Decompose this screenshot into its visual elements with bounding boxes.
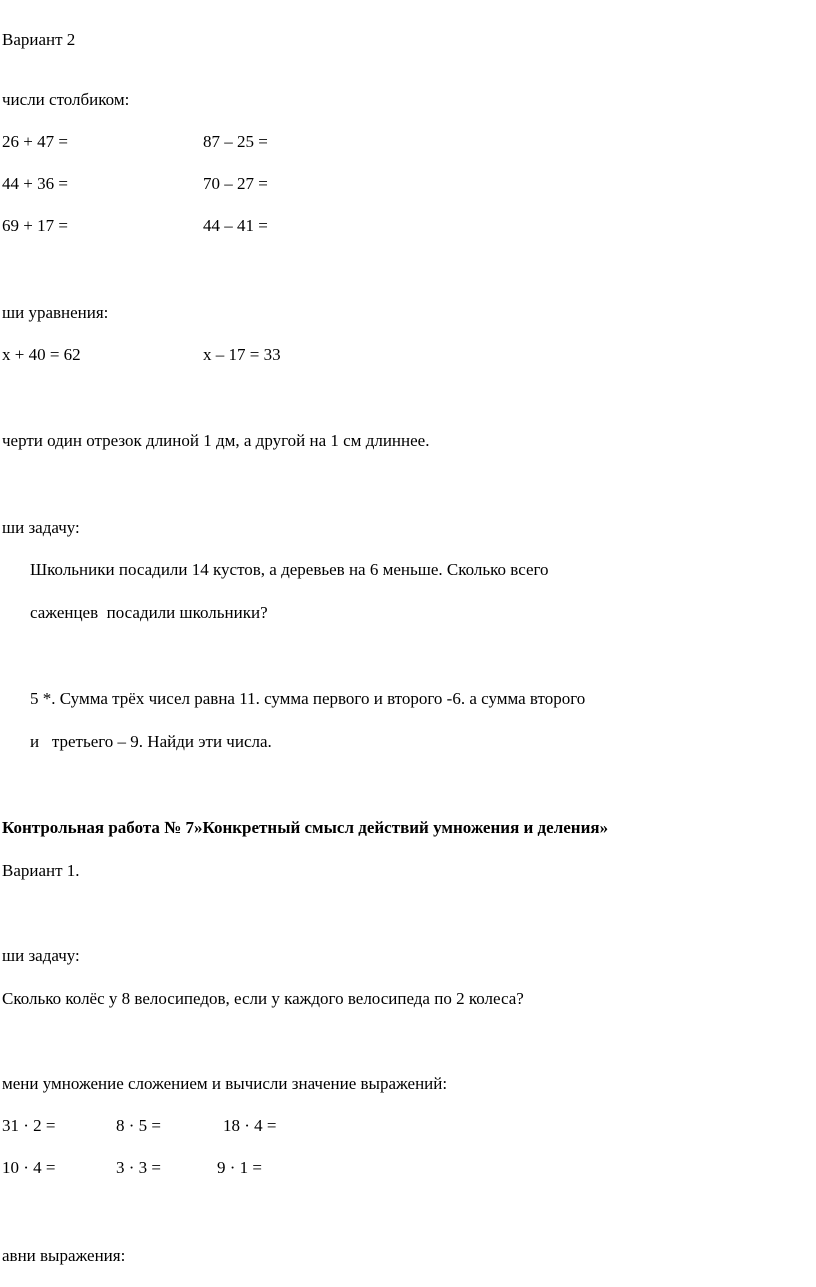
equation-right: x – 17 = 33 bbox=[203, 345, 281, 364]
task1-expr-right-1: 87 – 25 = bbox=[203, 132, 268, 151]
t7-expr-1-1: 31 · 2 = bbox=[2, 1116, 56, 1135]
t7-expr-1-3: 18 · 4 = bbox=[223, 1116, 277, 1135]
variant-1-title: Вариант 1. bbox=[2, 861, 80, 880]
t7-task1-heading: ши задачу: bbox=[2, 946, 80, 965]
task3-text: черти один отрезок длиной 1 дм, а другой на 1 см длиннее. bbox=[2, 431, 430, 450]
t7-task3-heading: авни выражения: bbox=[2, 1246, 126, 1265]
equation-left: x + 40 = 62 bbox=[2, 345, 81, 364]
task5-line-1: 5 *. Сумма трёх чисел равна 11. сумма первого и второго -6. а сумма второго bbox=[30, 689, 586, 708]
task1-heading: числи столбиком: bbox=[2, 90, 130, 109]
t7-expr-1-2: 8 · 5 = bbox=[116, 1116, 161, 1135]
task1-expr-right-2: 70 – 27 = bbox=[203, 174, 268, 193]
task1-expr-left-1: 26 + 47 = bbox=[2, 132, 68, 151]
task4-problem-line-2: саженцев посадили школьники? bbox=[30, 603, 268, 622]
task1-expr-left-2: 44 + 36 = bbox=[2, 174, 68, 193]
t7-expr-2-3: 9 · 1 = bbox=[217, 1158, 262, 1177]
task4-heading: ши задачу: bbox=[2, 518, 80, 537]
task4-problem-line-1: Школьники посадили 14 кустов, а деревьев на 6 меньше. Сколько всего bbox=[30, 560, 549, 579]
task1-expr-right-3: 44 – 41 = bbox=[203, 216, 268, 235]
task5-line-2: и третьего – 9. Найди эти числа. bbox=[30, 732, 272, 751]
t7-task2-heading: мени умножение сложением и вычисли значение выражений: bbox=[2, 1074, 448, 1093]
task1-expr-left-3: 69 + 17 = bbox=[2, 216, 68, 235]
t7-expr-2-2: 3 · 3 = bbox=[116, 1158, 161, 1177]
task2-heading: ши уравнения: bbox=[2, 303, 109, 322]
t7-expr-2-1: 10 · 4 = bbox=[2, 1158, 56, 1177]
t7-task1-text: Сколько колёс у 8 велосипедов, если у каждого велосипеда по 2 колеса? bbox=[2, 989, 524, 1008]
variant-2-title: Вариант 2 bbox=[2, 30, 76, 49]
test-7-title: Контрольная работа № 7»Конкретный смысл действий умножения и деления» bbox=[2, 818, 609, 837]
